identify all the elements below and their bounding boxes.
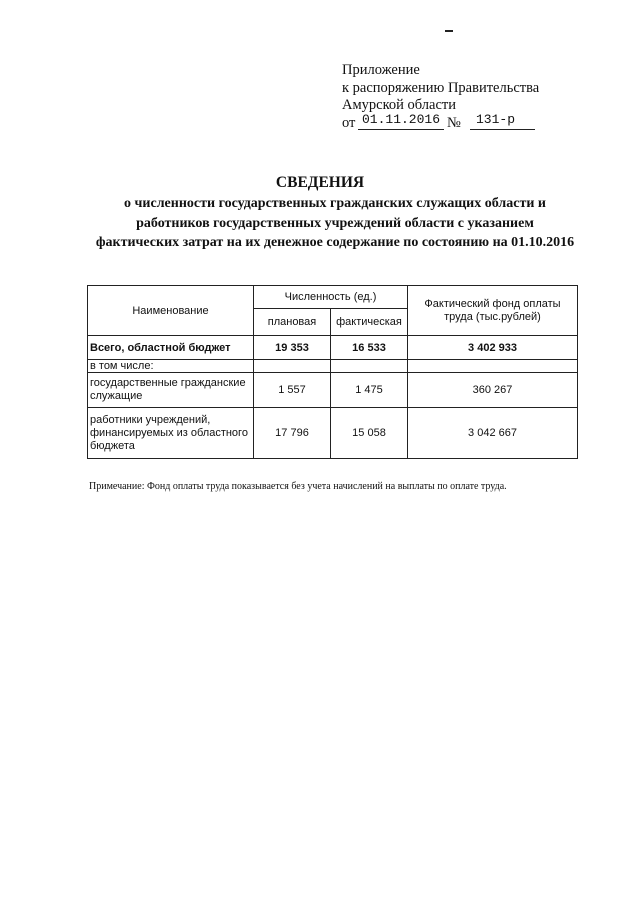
header-fund: Фактический фонд оплаты труда (тыс.рублей): [408, 286, 578, 336]
header-planned: плановая: [254, 309, 331, 336]
row-planned: 1 557: [254, 373, 331, 408]
approval-date: 01.11.2016: [358, 111, 444, 130]
row-fund: [408, 360, 578, 373]
row-actual: 1 475: [331, 373, 408, 408]
from-label: от: [342, 114, 356, 131]
table-header-row: [88, 286, 578, 309]
document-title: СВЕДЕНИЯ: [275, 174, 365, 191]
row-planned: 17 796: [254, 408, 331, 459]
number-label: №: [447, 114, 461, 131]
header-count: Численность (ед.): [254, 286, 408, 309]
scan-mark: [445, 30, 453, 32]
row-name: работники учреждений, финансируемых из областного бюджета: [88, 408, 254, 459]
row-actual: [331, 360, 408, 373]
approval-block: [342, 62, 539, 135]
row-planned: [254, 360, 331, 373]
row-actual: 16 533: [331, 336, 408, 360]
row-name: Всего, областной бюджет: [88, 336, 254, 360]
row-actual: 15 058: [331, 408, 408, 459]
document-subtitle: о численности государственных гражданских служащих области и работников государственных учреждений области с указанием фактических затрат на их денежное содержание по состоянию на 01.10.2016: [95, 196, 575, 250]
row-fund: 360 267: [408, 373, 578, 408]
header-actual: фактическая: [331, 309, 408, 336]
row-fund: 3 402 933: [408, 336, 578, 360]
table-row: [88, 336, 578, 360]
row-fund: 3 042 667: [408, 408, 578, 459]
staffing-table: [87, 285, 578, 459]
footnote: Примечание: Фонд оплаты труда показывается без учета начислений на выплаты по оплате труда.: [89, 481, 507, 492]
approval-line-3: Амурской области: [342, 97, 456, 113]
table-row: [88, 373, 578, 408]
table-row: [88, 360, 578, 373]
row-name: государственные гражданские служащие: [88, 373, 254, 408]
row-name: в том числе:: [88, 360, 254, 373]
approval-line-2: к распоряжению Правительства: [342, 79, 540, 96]
row-planned: 19 353: [254, 336, 331, 360]
approval-line-1: Приложение: [342, 62, 420, 78]
approval-number: 131-р: [470, 111, 535, 130]
header-name: Наименование: [88, 286, 254, 336]
approval-signature-row: [342, 111, 539, 135]
table-row: [88, 408, 578, 459]
